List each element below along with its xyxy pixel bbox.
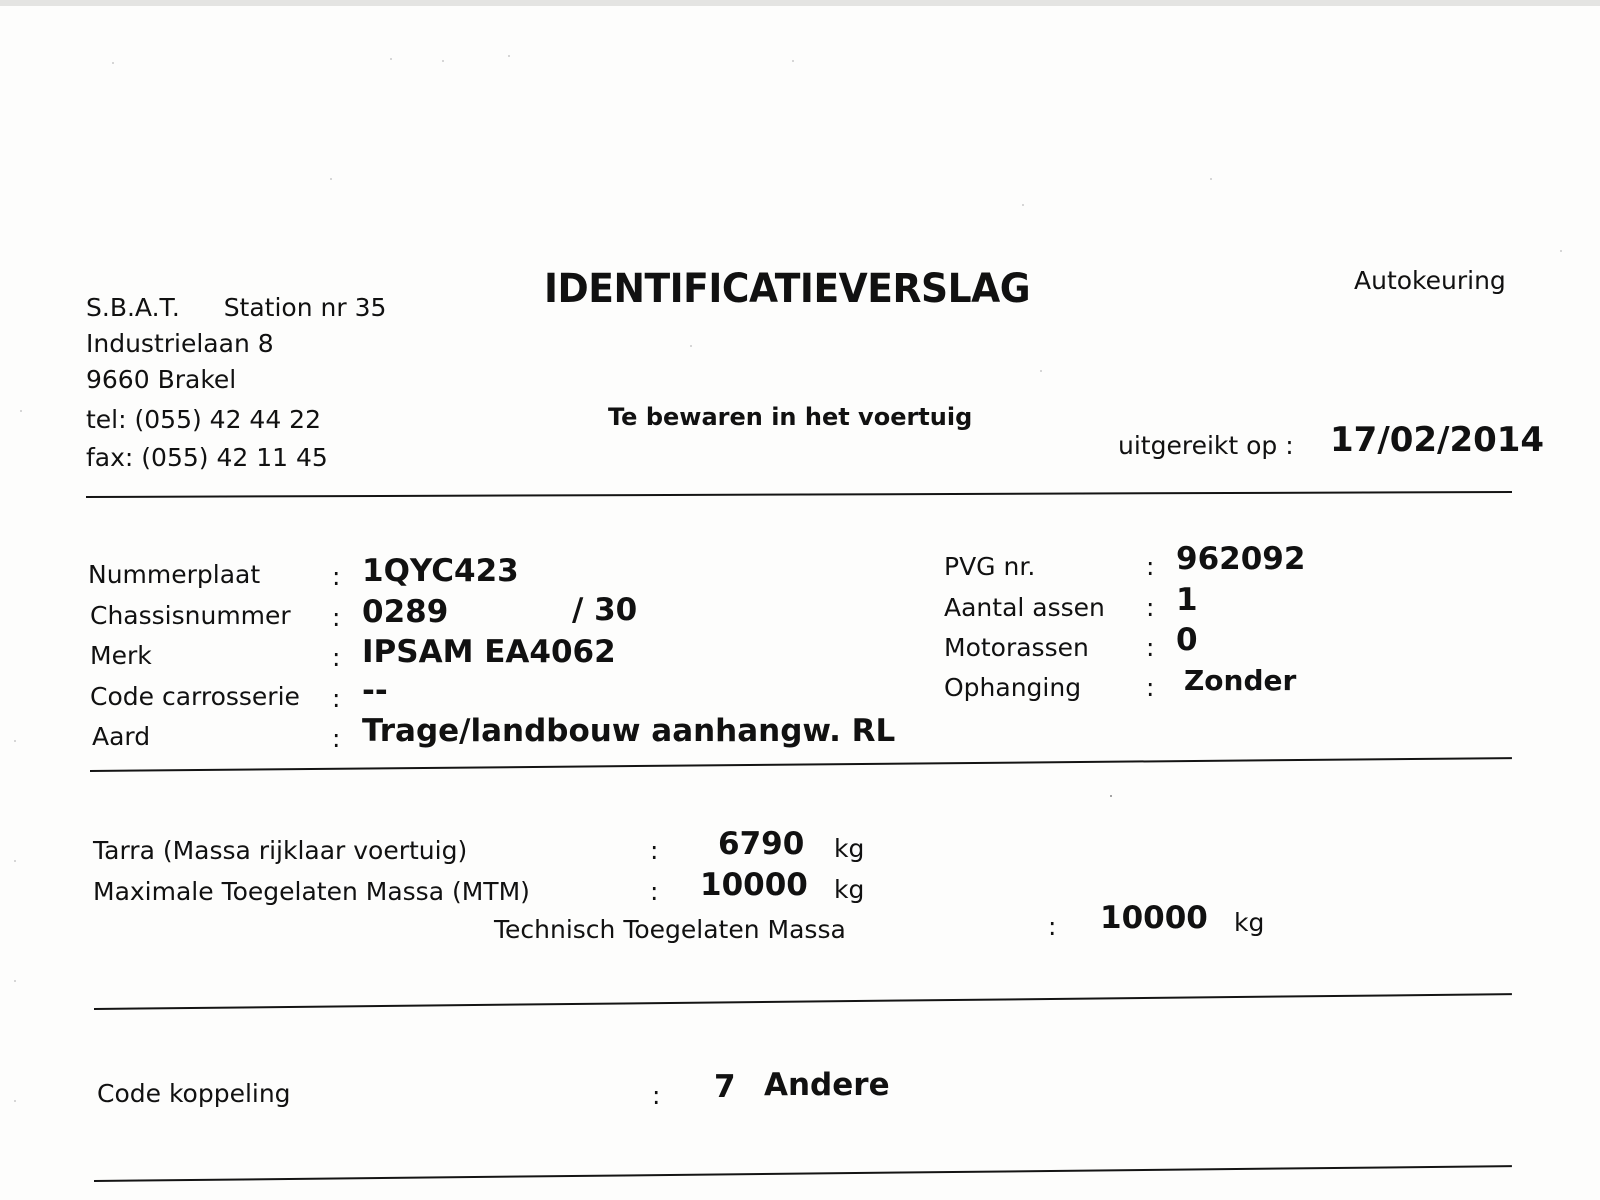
body-code-value: -- (362, 673, 388, 709)
chassis-colon: : (332, 603, 341, 632)
body-code-colon: : (332, 684, 341, 713)
pvg-colon: : (1146, 552, 1155, 581)
city-address: 9660 Brakel (86, 365, 237, 394)
vehicle-type-value: Trage/landbouw aanhangw. RL (362, 713, 896, 749)
motor-axles-value: 0 (1176, 622, 1198, 658)
plate-colon: : (332, 562, 341, 591)
suspension-label: Ophanging (944, 673, 1082, 702)
company-name: S.B.A.T. (86, 293, 180, 322)
mtm-label: Maximale Toegelaten Massa (MTM) (93, 877, 530, 906)
motor-axles-colon: : (1146, 633, 1155, 662)
chassis-label: Chassisnummer (90, 601, 291, 630)
vehicle-type-colon: : (332, 724, 341, 753)
mtm-value: 10000 (700, 867, 808, 903)
chassis-value: 0289 (362, 594, 449, 630)
divider-vehicle (90, 757, 1512, 772)
plate-value: 1QYC423 (362, 553, 519, 589)
scan-edge (0, 0, 1600, 6)
tare-value: 6790 (718, 826, 805, 862)
brand-colon: : (332, 643, 341, 672)
vehicle-type-label: Aard (92, 722, 151, 751)
pvg-value: 962092 (1176, 541, 1306, 577)
chassis-suffix: / 30 (572, 592, 638, 628)
tare-unit: kg (834, 834, 865, 863)
technical-mass-unit: kg (1234, 908, 1265, 937)
mtm-colon: : (650, 877, 659, 906)
station-number: Station nr 35 (223, 293, 387, 322)
brand-label: Merk (90, 641, 152, 670)
divider-header (86, 491, 1512, 498)
suspension-colon: : (1146, 673, 1155, 702)
street-address: Industrielaan 8 (86, 329, 274, 358)
axles-label: Aantal assen (944, 593, 1105, 622)
motor-axles-label: Motorassen (944, 633, 1089, 662)
plate-label: Nummerplaat (88, 560, 261, 589)
coupling-code: 7 (714, 1069, 736, 1105)
document-title: IDENTIFICATIEVERSLAG (544, 266, 1031, 312)
axles-colon: : (1146, 593, 1155, 622)
mtm-unit: kg (834, 875, 865, 904)
axles-value: 1 (1176, 582, 1198, 618)
issued-date: 17/02/2014 (1330, 420, 1545, 460)
divider-coupling (94, 1165, 1512, 1182)
body-code-label: Code carrosserie (90, 682, 300, 711)
suspension-value: Zonder (1184, 664, 1297, 697)
brand-value: IPSAM EA4062 (362, 634, 616, 670)
fax-number: fax: (055) 42 11 45 (86, 443, 328, 472)
coupling-label: Code koppeling (97, 1079, 291, 1108)
coupling-value: Andere (764, 1067, 890, 1103)
divider-mass (94, 993, 1512, 1010)
phone-number: tel: (055) 42 44 22 (86, 405, 321, 434)
technical-mass-colon: : (1048, 912, 1057, 941)
document-subtitle: Te bewaren in het voertuig (608, 403, 973, 431)
pvg-label: PVG nr. (944, 552, 1036, 581)
organization-name: Autokeuring (1354, 266, 1506, 295)
technical-mass-value: 10000 (1100, 900, 1208, 936)
issued-label: uitgereikt op : (1118, 431, 1294, 460)
tare-colon: : (650, 836, 659, 865)
coupling-colon: : (652, 1081, 661, 1110)
station-line (86, 290, 386, 326)
tare-label: Tarra (Massa rijklaar voertuig) (93, 836, 468, 865)
technical-mass-label: Technisch Toegelaten Massa (494, 915, 846, 944)
